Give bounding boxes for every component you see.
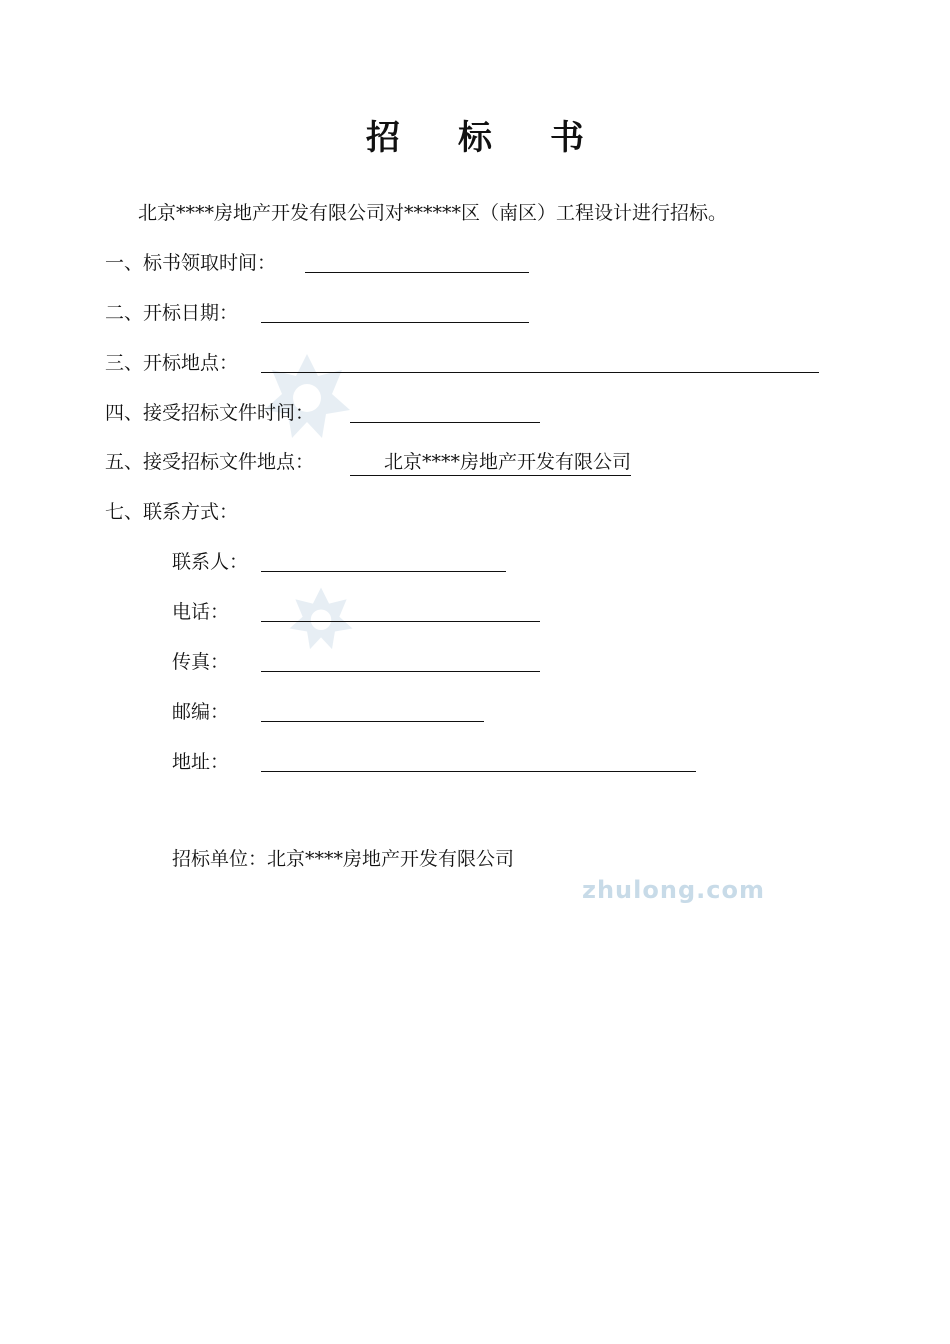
watermark-text: zhulong.com xyxy=(582,876,765,904)
item-contact-label: 七、联系方式： xyxy=(105,501,239,523)
contact-address-blank[interactable] xyxy=(261,771,696,772)
contact-postcode-label: 邮编： xyxy=(172,701,230,723)
item-opening-place-label: 三、开标地点： xyxy=(105,352,239,374)
item-receipt-place-label: 五、接受招标文件地点： xyxy=(105,451,315,473)
item-opening-place-blank[interactable] xyxy=(261,372,819,373)
intro-paragraph: 北京****房地产开发有限公司对******区（南区）工程设计进行招标。 xyxy=(138,202,728,224)
watermark-emblem-icon xyxy=(288,586,354,652)
contact-person-blank[interactable] xyxy=(261,571,506,572)
item-receipt-time-blank[interactable] xyxy=(350,422,540,423)
contact-postcode-blank[interactable] xyxy=(261,721,484,722)
contact-address-label: 地址： xyxy=(172,751,230,773)
item-pickup-time-blank[interactable] xyxy=(305,272,529,273)
item-pickup-time-label: 一、标书领取时间： xyxy=(105,252,277,274)
contact-fax-label: 传真： xyxy=(172,651,230,673)
watermark-emblem-icon xyxy=(262,352,352,442)
issuer-line: 招标单位：北京****房地产开发有限公司 xyxy=(172,848,515,870)
contact-phone-blank[interactable] xyxy=(261,621,540,622)
item-opening-date-label: 二、开标日期： xyxy=(105,302,239,324)
document-title: 招标书 xyxy=(366,118,642,158)
item-receipt-place-value: 北京****房地产开发有限公司 xyxy=(350,449,631,476)
item-receipt-time-label: 四、接受招标文件时间： xyxy=(105,402,315,424)
contact-phone-label: 电话： xyxy=(172,601,230,623)
item-opening-date-blank[interactable] xyxy=(261,322,529,323)
contact-person-label: 联系人： xyxy=(172,551,249,573)
contact-fax-blank[interactable] xyxy=(261,671,540,672)
